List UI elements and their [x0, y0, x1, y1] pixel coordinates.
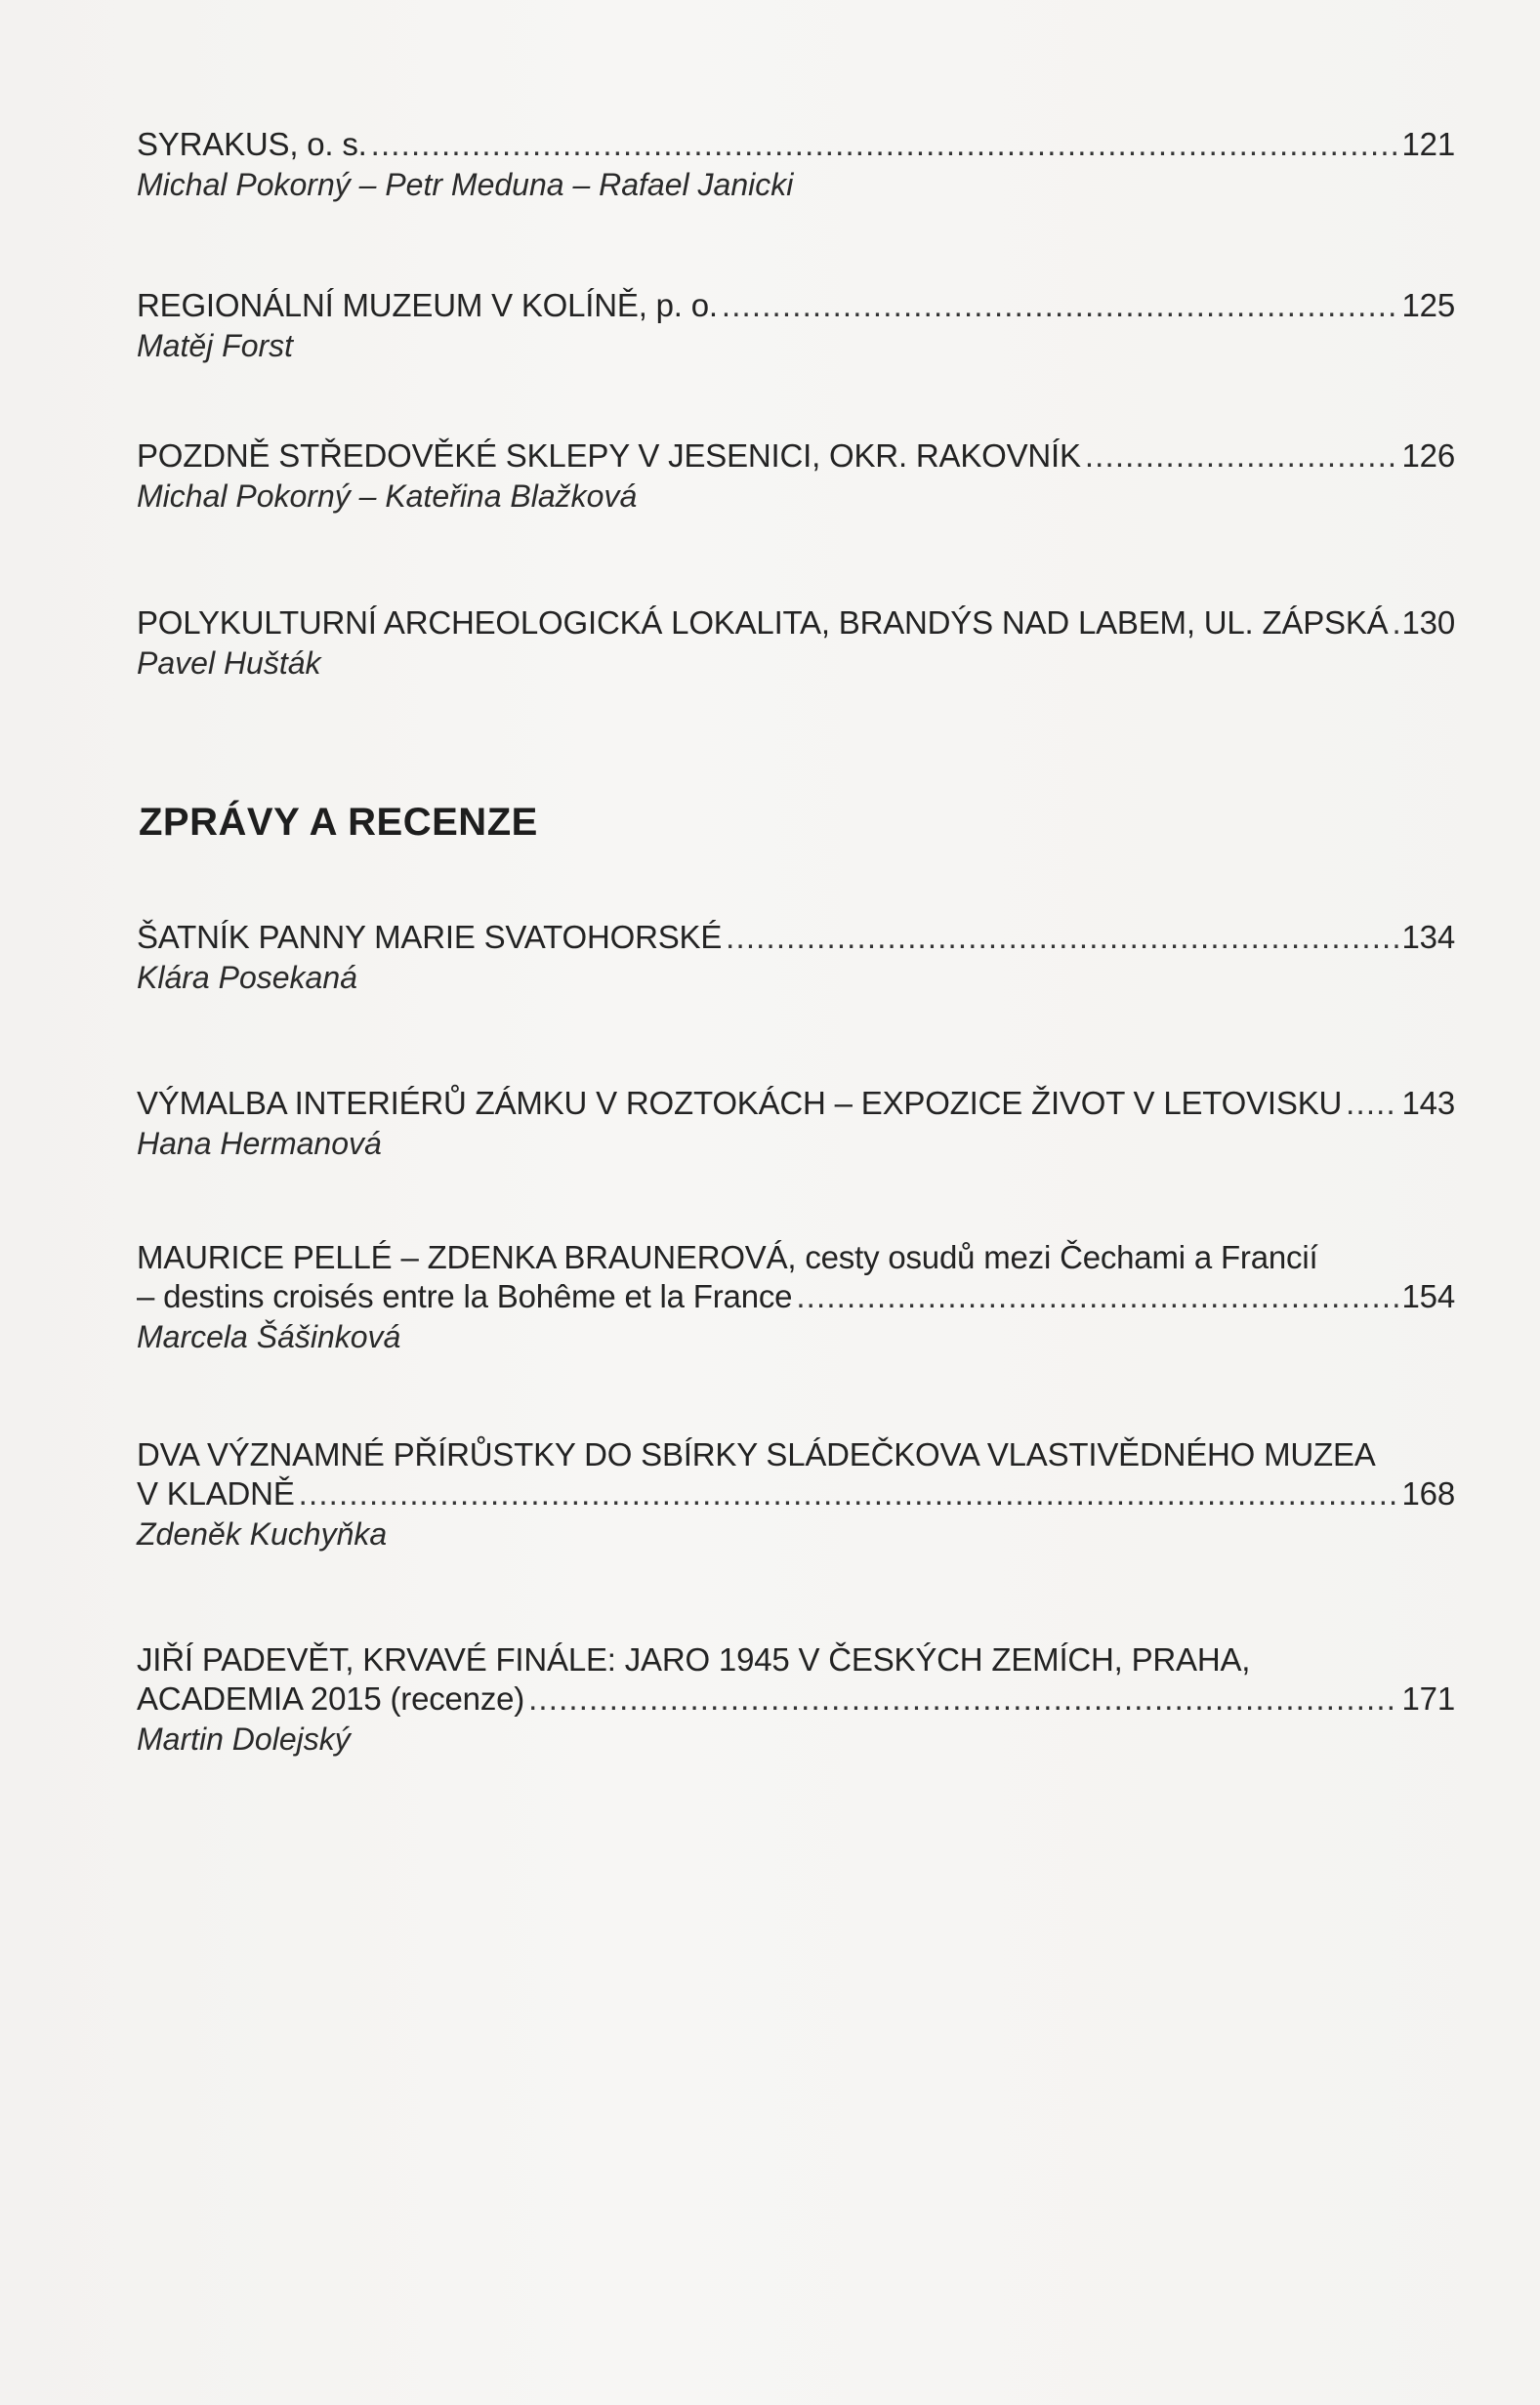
toc-entry-title: SYRAKUS, o. s.: [137, 126, 367, 162]
toc-entry-row: [137, 125, 1455, 164]
toc-entry-title: POZDNĚ STŘEDOVĚKÉ SKLEPY V JESENICI, OKR. RAKOVNÍK: [137, 437, 1081, 474]
toc-entry-title: – destins croisés entre la Bohême et la France: [137, 1278, 793, 1314]
toc-entry-author: Martin Dolejský: [137, 1721, 351, 1757]
toc-entry: [137, 603, 1455, 684]
toc-entry-title: ACADEMIA 2015 (recenze): [137, 1680, 525, 1717]
toc-entry: [137, 1238, 1455, 1357]
leader-dots: [726, 918, 1397, 957]
toc-entry-title-line: DVA VÝZNAMNÉ PŘÍRŮSTKY DO SBÍRKY SLÁDEČKOVA VLASTIVĚDNÉHO MUZEA: [137, 1436, 1376, 1472]
toc-entry-row: [137, 1084, 1455, 1123]
toc-entry-page: 154: [1401, 1278, 1455, 1314]
toc-entry-page: 168: [1401, 1475, 1455, 1512]
toc-entry-author: Matěj Forst: [137, 328, 294, 363]
toc-entry-title: VÝMALBA INTERIÉRŮ ZÁMKU V ROZTOKÁCH – EXPOZICE ŽIVOT V LETOVISKU: [137, 1085, 1343, 1121]
toc-entry-row: [137, 918, 1455, 957]
toc-entry-page: 126: [1401, 437, 1455, 474]
toc-entry-page: 143: [1401, 1085, 1455, 1121]
toc-entry-page: 121: [1401, 126, 1455, 162]
leader-dots: [528, 1679, 1397, 1719]
toc-entry-row: [137, 1277, 1455, 1316]
toc-entry: [137, 1435, 1455, 1555]
toc-entry-page: 134: [1401, 919, 1455, 955]
toc-entry-title-line: JIŘÍ PADEVĚT, KRVAVÉ FINÁLE: JARO 1945 V ČESKÝCH ZEMÍCH, PRAHA,: [137, 1641, 1251, 1678]
toc-entry-row: [137, 1474, 1455, 1513]
toc-entry: [137, 1084, 1455, 1164]
toc-entry-page: 171: [1401, 1680, 1455, 1717]
toc-entry-author: Klára Posekaná: [137, 960, 357, 995]
toc-entry-author: Michal Pokorný – Kateřina Blažková: [137, 478, 638, 514]
toc-entry: [137, 1640, 1455, 1760]
toc-entry-title: REGIONÁLNÍ MUZEUM V KOLÍNĚ, p. o.: [137, 287, 718, 323]
leader-dots: [1346, 1084, 1397, 1123]
toc-entry: [137, 125, 1455, 205]
leader-dots: [1085, 436, 1398, 476]
leader-dots: [299, 1474, 1398, 1513]
toc-entry-page: 130: [1401, 604, 1455, 641]
toc-entry-title: POLYKULTURNÍ ARCHEOLOGICKÁ LOKALITA, BRANDÝS NAD LABEM, UL. ZÁPSKÁ: [137, 604, 1389, 641]
leader-dots: [796, 1277, 1397, 1316]
toc-entry-author: Hana Hermanová: [137, 1126, 382, 1161]
leader-dots: [371, 125, 1398, 164]
toc-entry-row: [137, 1679, 1455, 1719]
toc-entry-title-line: MAURICE PELLÉ – ZDENKA BRAUNEROVÁ, cesty osudů mezi Čechami a Francií: [137, 1239, 1318, 1275]
toc-entry-row: [137, 603, 1455, 643]
toc-entry-row: [137, 286, 1455, 325]
leader-dots: [722, 286, 1398, 325]
toc-entry-row: [137, 436, 1455, 476]
toc-entry-author: Michal Pokorný – Petr Meduna – Rafael Janicki: [137, 167, 794, 202]
toc-entry-title: ŠATNÍK PANNY MARIE SVATOHORSKÉ: [137, 919, 723, 955]
toc-entry: [137, 918, 1455, 998]
toc-entry-author: Zdeněk Kuchyňka: [137, 1516, 388, 1552]
toc-entry-author: Marcela Šášinková: [137, 1319, 401, 1354]
toc-entry-author: Pavel Hušták: [137, 645, 321, 681]
section-heading: ZPRÁVY A RECENZE: [139, 801, 538, 844]
toc-entry-title: V KLADNĚ: [137, 1475, 295, 1512]
toc-entry-page: 125: [1401, 287, 1455, 323]
toc-entry: [137, 436, 1455, 517]
toc-entry: [137, 286, 1455, 366]
leader-dots: [1393, 603, 1398, 643]
